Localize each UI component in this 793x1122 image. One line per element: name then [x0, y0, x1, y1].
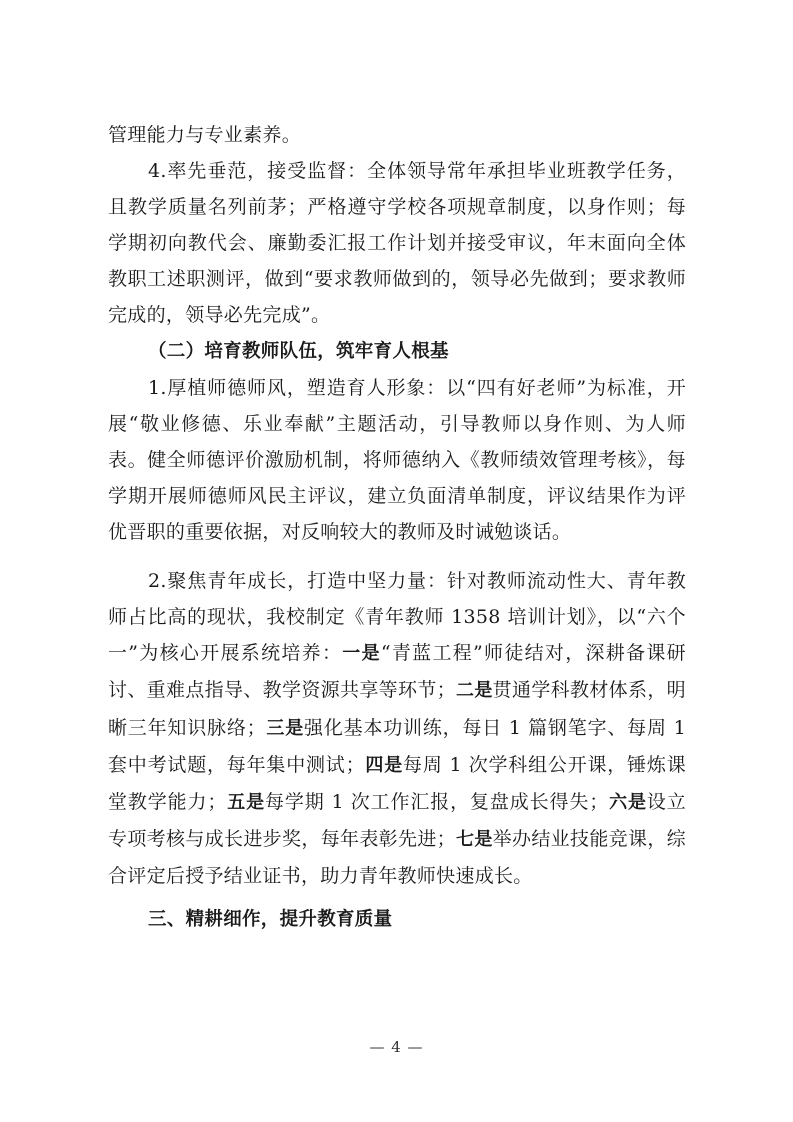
item-five-text: 每学期 1 次工作汇报，复盘成长得失； [264, 790, 609, 813]
paragraph-item-4: 4.率先垂范，接受监督：全体领导常年承担毕业班教学任务，且教学质量名列前茅；严格遵守学校各项规章制度，以身作则；每学期初向教代会、廉勤委汇报工作计划并接受审议，年末面向全体教职工述职测评，做到“要求教师做到的，领导必先做到；要求教师完成的，领导必先完成”。 [108, 160, 686, 327]
marker-four: 四是 [364, 754, 404, 776]
item-three-text: 强化基本功训练，每日 1 篇钢笔字、每周 1 套中考试题，每年集中测试； [108, 716, 686, 776]
marker-one: 一是 [342, 643, 381, 665]
section-heading-3: 三、精耕细作，提升教育质量 [148, 908, 393, 930]
marker-three: 三是 [265, 717, 305, 739]
item-four-text: 每周 1 次学科组公开课，锤炼课堂教学能力； [108, 753, 687, 813]
item-six-text: 设立专项考核与成长进步奖，每年表彰先进； [108, 790, 686, 850]
item-one-text: “青蓝工程”师徒结对，深耕备课研讨、重难点指导、教学资源共享等环节； [108, 642, 686, 702]
marker-six: 六是 [608, 791, 647, 813]
marker-seven: 七是 [455, 828, 493, 850]
document-body [108, 117, 686, 938]
marker-five: 五是 [226, 791, 265, 813]
item-seven-text: 举办结业技能竞课，综合评定后授予结业证书，助力青年教师快速成长。 [108, 827, 686, 887]
section-heading-2: （二）培育教师队伍，筑牢育人根基 [148, 340, 449, 362]
paragraph-young-teachers [108, 563, 686, 894]
marker-two: 二是 [455, 680, 493, 702]
item-two-text: 贯通学科教材体系，明晰三年知识脉络； [108, 679, 686, 739]
paragraph-intro-text: 2.聚焦青年成长，打造中坚力量：针对教师流动性大、青年教师占比高的现状，我校制定《青年教师 1358 培训计划》，以“六个一”为核心开展系统培养： [108, 570, 686, 665]
paragraph-continued: 管理能力与专业素养。 [108, 124, 302, 146]
paragraph-teacher-ethics: 1.厚植师德师风，塑造育人形象：以“四有好老师”为标准，开展“敬业修德、乐业奉献”主题活动，引导教师以身作则、为人师表。健全师德评价激励机制，将师德纳入《教师绩效管理考核》，每学期开展师德师风民主评议，建立负面清单制度，评议结果作为评优晋职的重要依据，对反响较大的教师及时诫勉谈话。 [108, 376, 686, 544]
page-number: — 4 — [369, 1038, 424, 1056]
